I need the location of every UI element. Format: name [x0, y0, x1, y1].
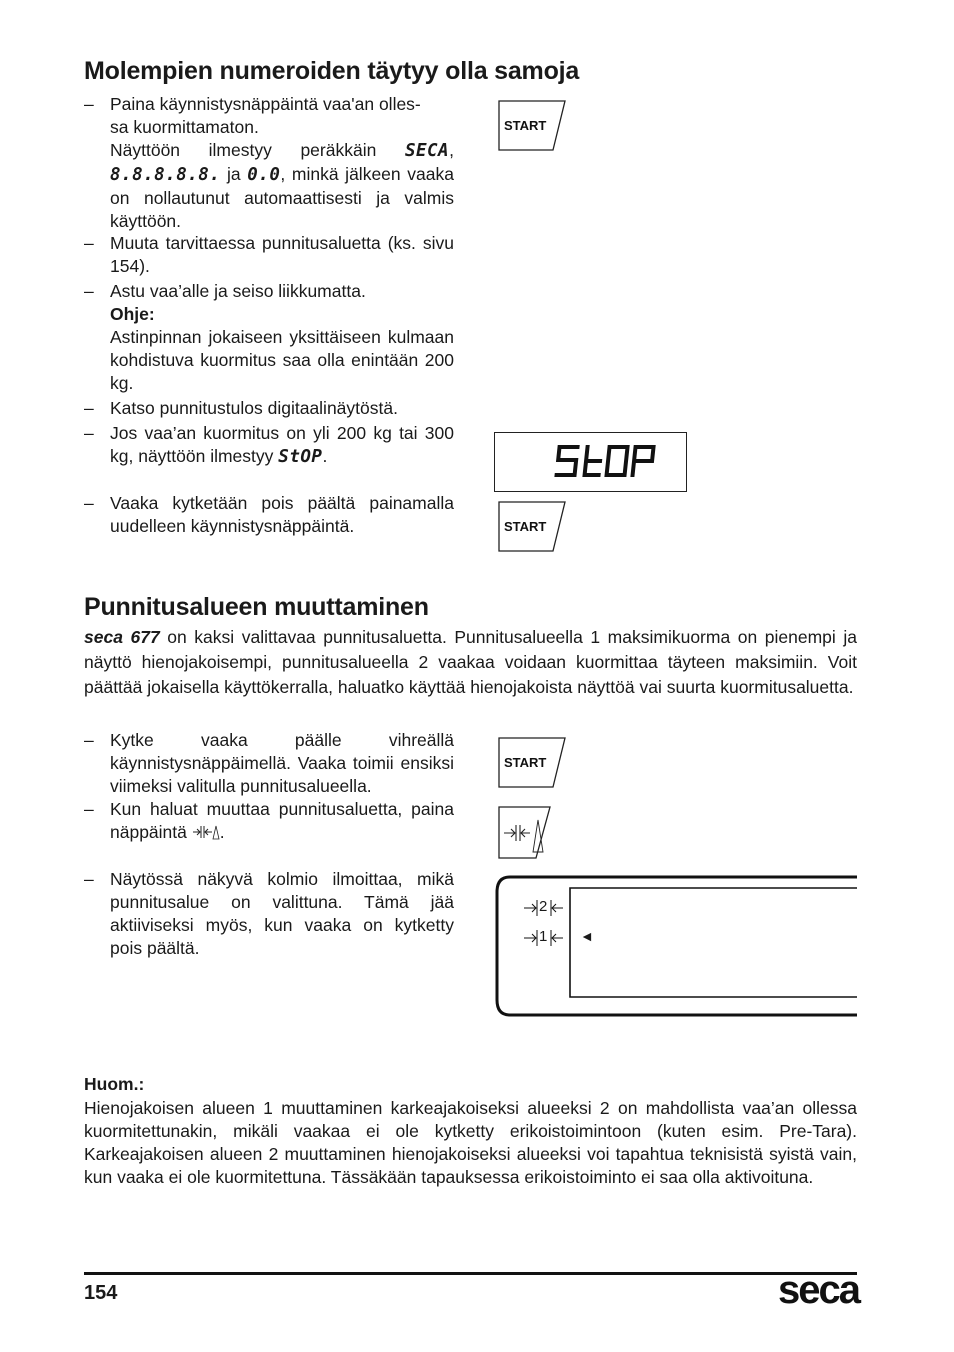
display-text: [495, 433, 496, 434]
list-dash: –: [84, 799, 94, 819]
brand-name: seca 677: [84, 627, 160, 647]
range-display-panel: [494, 874, 857, 1020]
intro-text: on kaksi valittavaa punnitusaluetta. Punnitusalueella 1 maksimikuorma on pienempi ja näyttö hienojakoisempi, punnitusalueella 2 vaakaa voidaan kuormittaa täyteen maksimiin. Voit päättää jokaisella käyttökerralla, haluatko käyttää hienojakoista näyttöä vai suurta kuormitusaluetta.: [84, 627, 857, 697]
list-dash: –: [84, 398, 94, 418]
list-dash: –: [84, 423, 94, 443]
list-item: – Kun haluat muuttaa punnitusaluetta, paina näppäintä .: [84, 799, 454, 842]
segment-text-stop: StOP: [278, 447, 323, 467]
item-text: Kun haluat muuttaa punnitusaluetta, paina näppäintä: [110, 799, 454, 842]
start-button[interactable]: [498, 501, 568, 553]
section-title-range-change: Punnitusalueen muuttaminen: [84, 593, 429, 621]
note-label: Huom.:: [84, 1074, 145, 1094]
seca-logo: seca: [778, 1268, 859, 1312]
range-2-label: 2: [539, 898, 548, 915]
segment-text-zero: 0.0: [247, 165, 281, 185]
start-button[interactable]: [498, 100, 568, 152]
start-label: START: [504, 118, 547, 133]
stop-display-graphic: [495, 433, 686, 491]
item-text: Muuta tarvittaessa punnitusaluetta (ks. sivu 154).: [110, 233, 454, 276]
range-select-button[interactable]: [498, 806, 552, 860]
item-text: Kytke vaaka päälle vihreällä käynnistysnäppäimellä. Vaaka toimii ensiksi viimeksi valitulla punnitusalueella.: [110, 730, 454, 796]
footer-rule: [84, 1272, 857, 1275]
list-dash: –: [84, 233, 94, 253]
list-dash: –: [84, 869, 94, 889]
list-dash: –: [84, 730, 94, 750]
list-item: [84, 868, 454, 960]
section-title-matching-numbers: Molempien numeroiden täytyy olla samoja: [84, 57, 580, 85]
note-text: Astinpinnan jokaiseen yksittäiseen kulmaan kohdistuva kuormitus saa olla enintään 200 kg.: [110, 327, 454, 393]
list-item: [84, 492, 454, 538]
range-indicator-icon: ◄: [580, 928, 594, 944]
list-item: [84, 280, 454, 303]
start-label: START: [504, 755, 547, 770]
item-text: ja: [227, 164, 241, 184]
list-dash: –: [84, 493, 94, 513]
segment-text-eights: 8.8.8.8.8.: [110, 165, 221, 185]
list-item: [84, 93, 454, 139]
item-text: Paina käynnistysnäppäintä vaa'an olles-: [110, 94, 421, 114]
weight-display: [494, 432, 687, 492]
range-1-label: 1: [539, 928, 548, 945]
item-text: Jos vaa’an kuormitus on yli 200 kg tai 300 kg, näyttöön ilmestyy: [110, 423, 454, 466]
start-label: START: [504, 519, 547, 534]
list-item: [84, 729, 454, 798]
list-dash: –: [84, 94, 94, 114]
item-text: sa kuormittamaton.: [110, 117, 259, 137]
note-text: Hienojakoisen alueen 1 muuttaminen karkeajakoiseksi alueeksi 2 on mahdollista vaa’an ollessa kuormitettunakin, mikäli vaakaa ei ole kytketty erikoistoimintoon (kuten esim. Pre-Tara). Karkeajakoisen alueen 2 muuttaminen hienojakoiseksi alueeksi voi tapahtua teknisistä syistä vain, kun vaaka ei ole kuormitettuna. Tässäkään tapauksessa erikoistoiminto ei saa olla aktivoituna.: [84, 1098, 857, 1187]
item-text: , minkä jälkeen vaaka on nollautunut automaattisesti ja valmis käyttöön.: [110, 164, 454, 231]
item-text: Näyttöön ilmestyy peräkkäin: [110, 140, 377, 160]
display-sequence-text: Näyttöön ilmestyy peräkkäin SECA, 8.8.8.8.8. ja 0.0, minkä jälkeen vaaka on nollautunut automaattisesti ja valmis käyttöön.: [110, 140, 454, 231]
segment-text-seca: SECA: [404, 141, 450, 161]
item-text: Astu vaa’alle ja seiso liikkumatta.: [110, 281, 366, 301]
page-number: 154: [84, 1282, 118, 1304]
list-item: [84, 232, 454, 278]
intro-paragraph: [84, 625, 857, 700]
start-button[interactable]: [498, 737, 568, 789]
item-text: Näytössä näkyvä kolmio ilmoittaa, mikä punnitusalue on valittuna. Tämä jää aktiiviseksi myös, kun vaaka on kytketty pois päältä.: [110, 869, 454, 958]
list-item: – Jos vaa’an kuormitus on yli 200 kg tai 300 kg, näyttöön ilmestyy StOP.: [84, 423, 454, 467]
list-item: [84, 397, 454, 420]
range-key-icon: [192, 823, 220, 841]
item-text: Vaaka kytketään pois päältä painamalla uudelleen käynnistysnäppäintä.: [110, 493, 454, 536]
list-dash: –: [84, 281, 94, 301]
note-label: Ohje:: [110, 304, 155, 324]
item-text: Katso punnitustulos digitaalinäytöstä.: [110, 398, 398, 418]
